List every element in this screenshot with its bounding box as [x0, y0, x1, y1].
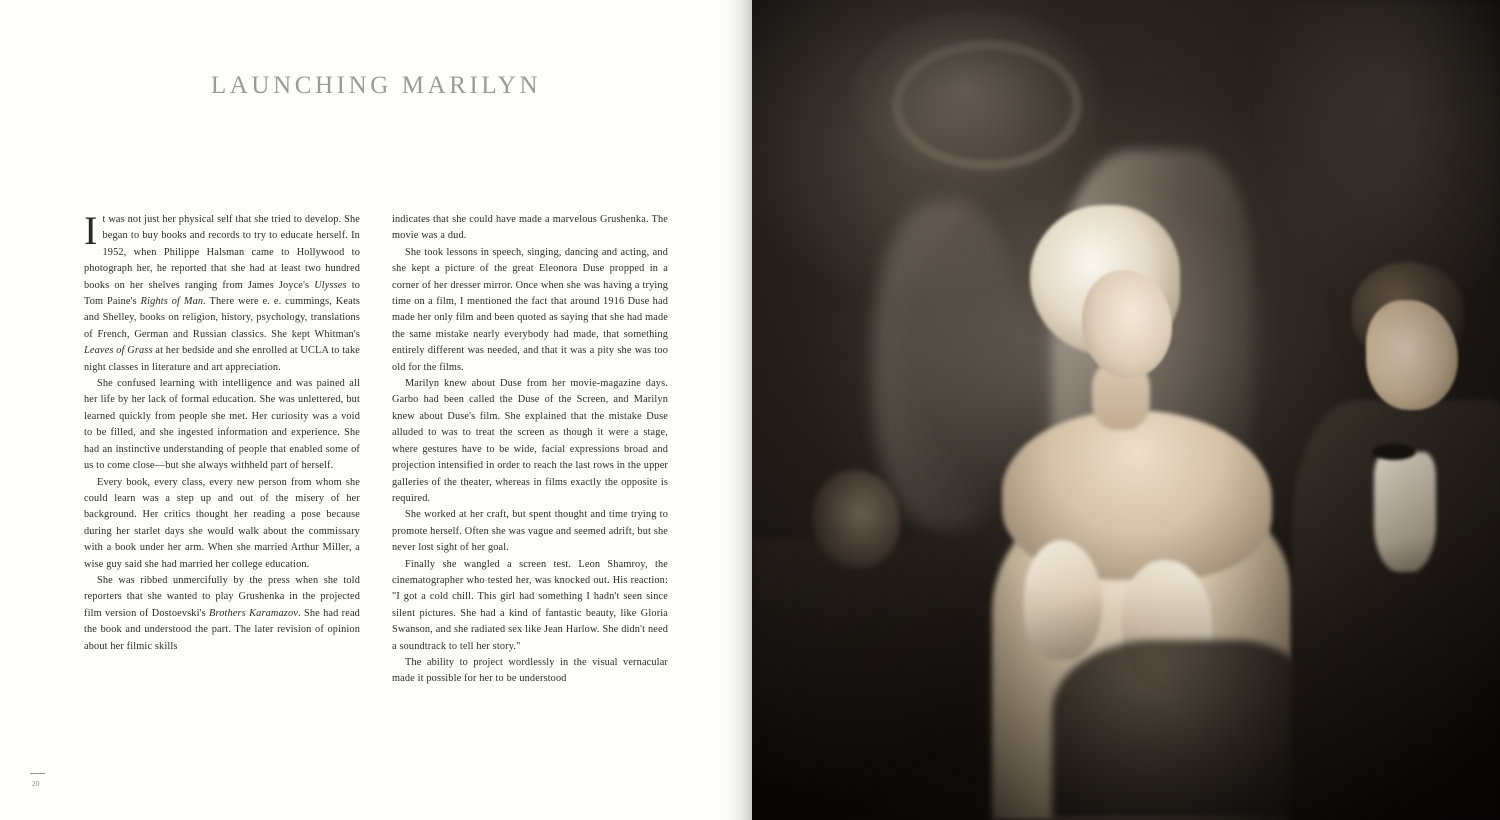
italic-title: Ulysses [314, 279, 347, 291]
paragraph: She confused learning with intelligence and was pained all her life by her lack of formal education. She was unlettered, but learned quickly from people she met. Her curiosity was a void to be filled, and she ingested information and experience. She had an instinctive understanding of people that enabled some of us to come close—but she always withheld part of herself. [84, 378, 360, 472]
italic-title: Rights of Man [140, 296, 204, 308]
background-figure-body [752, 540, 982, 820]
tuxedo-man-shirt [1374, 452, 1436, 572]
background-drapery [872, 200, 1022, 530]
paragraph: The ability to project wordlessly in the visual vernacular made it possible for her to be understood [392, 656, 668, 685]
background-figure-head [812, 470, 900, 568]
paragraph: indicates that she could have made a marvelous Grushenka. The movie was a dud. [392, 214, 668, 242]
paragraph-text: . She had read the book and understood the part. The later revision of opinion about her filmic skills [84, 607, 360, 652]
column-two [392, 212, 668, 772]
text-columns [84, 208, 668, 772]
italic-title: Brothers Karamazov [209, 607, 298, 619]
bow-tie [1372, 444, 1416, 460]
page-number: 20 [32, 780, 40, 788]
paragraph: She took lessons in speech, singing, dancing and acting, and she kept a picture of the great Eleonora Duse propped in a corner of her dresser mirror. Once when she was having a trying time on a film, I mentioned the fact that around 1916 Duse had made her only film and been quoted as saying that she had made the same mistake nearly everybody had made, that something entirely different was needed, and that it was a pity she was too old for the films. [392, 246, 668, 373]
paragraph [84, 573, 360, 655]
column-one [84, 208, 361, 772]
drop-cap: I [84, 208, 98, 253]
folio-rule [30, 773, 45, 774]
paragraph [84, 208, 361, 376]
wall-ornament-ring [892, 40, 1082, 170]
paragraph-text: . There were e. e. cummings, Keats and Shelley, books on religion, history, psychology, translations of French, German and Russian classics. She kept Whitman's [84, 296, 360, 340]
subject-fur-wrap [1052, 640, 1312, 820]
right-page-photo [752, 0, 1500, 820]
paragraph-text: She was ribbed unmercifully by the press when she told reporters that she wanted to play Grushenka in the projected film version of Dostoevski's [84, 574, 360, 619]
paragraph: Every book, every class, every new person from whom she could learn was a step up and out of the misery of her background. Her critics thought her reading a pose because during her starlet days she would walk about the commissary with a book under her arm. When she married Arthur Miller, a wise guy said she had married her college education. [84, 476, 360, 570]
page-title: LAUNCHING MARILYN [210, 72, 542, 99]
gutter-shadow [726, 0, 752, 820]
subject-glove-left [1024, 540, 1102, 660]
photograph [752, 0, 1500, 820]
italic-title: Leaves of Grass [84, 345, 153, 357]
paragraph-text: t was not just her physical self that she tried to develop. She began to buy books and records to try to educate herself. In 1952, when Philippe Halsman came to Hollywood to photograph her, he reported that she had at least two hundred books on her shelves ranging from James Joyce's [84, 214, 360, 291]
paragraph: Marilyn knew about Duse from her movie-magazine days. Garbo had been called the Duse of the Screen, and Marilyn knew about Duse's film. She explained that the mistake Duse alluded to was to treat the screen as though it were a stage, where gestures have to be wide, facial expressions broad and projection intensified in order to reach the last rows in the upper galleries of the theater, whereas in films exactly the opposite is required. [392, 378, 668, 504]
paragraph: She worked at her craft, but spent thought and time trying to promote herself. Often she was vague and seemed adrift, but she never lost sight of her goal. [392, 509, 668, 554]
paragraph-text: at her bedside and she enrolled at UCLA to take night classes in literature and art appreciation. [84, 345, 361, 373]
paragraph-text: to Tom Paine's [84, 279, 360, 308]
paragraph: Finally she wangled a screen test. Leon Shamroy, the cinematographer who tested her, was knocked out. His reaction: "I got a cold chill. This girl had something I hadn't seen since silent pictures. She had a kind of fantastic beauty, like Gloria Swanson, and she radiated sex like Jean Harlow. She didn't need a soundtrack to tell her story." [392, 558, 668, 652]
